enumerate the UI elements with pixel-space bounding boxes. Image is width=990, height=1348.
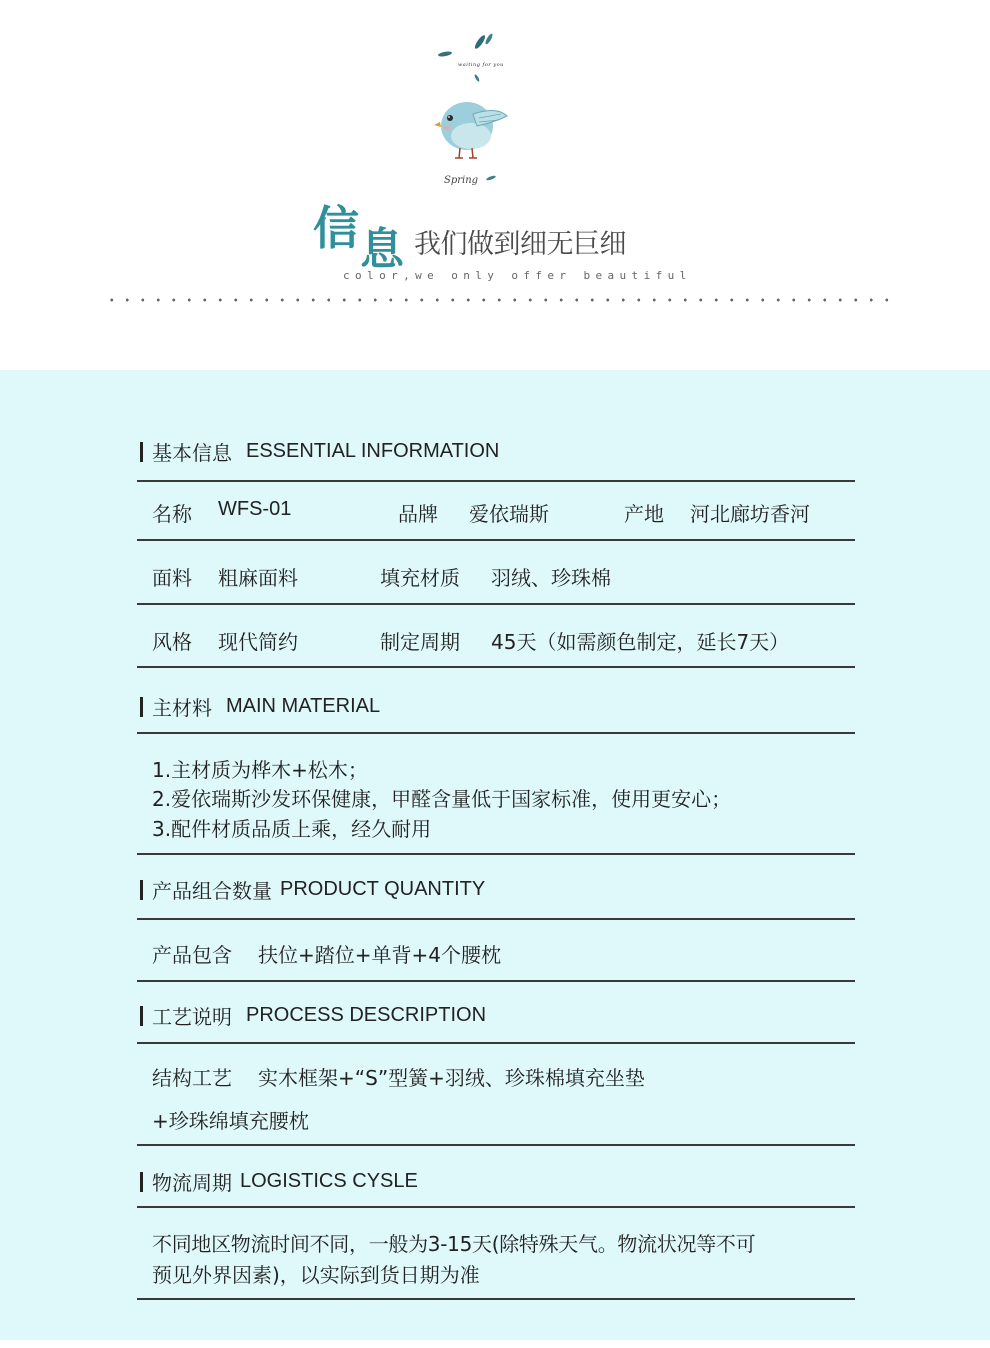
heading-en: LOGISTICS CYSLE [240, 1170, 418, 1192]
heading-en: ESSENTIAL INFORMATION [246, 440, 500, 462]
bird-illustration [425, 28, 515, 198]
section-heading-material [140, 692, 380, 721]
logistics-line-1: 不同地区物流时间不同，一般为3-15天(除特殊天气。物流状况等不可 [152, 1232, 756, 1256]
section-heading-quantity [140, 875, 485, 904]
heading-bar [140, 697, 143, 717]
heading-cn: 物流周期 [152, 1171, 232, 1195]
divider [137, 1298, 855, 1300]
divider [137, 480, 855, 482]
brand-label: 品牌 [398, 502, 438, 526]
filling-value: 羽绒、珍珠棉 [491, 566, 611, 590]
origin-label: 产地 [624, 502, 664, 526]
heading-bar [140, 880, 143, 900]
logistics-line-2: 预见外界因素)，以实际到货日期为准 [152, 1263, 480, 1287]
bird-icon [434, 102, 507, 158]
brand-value: 爱依瑞斯 [469, 502, 549, 526]
quantity-label: 产品包含 [152, 943, 232, 967]
heading-en: MAIN MATERIAL [226, 695, 381, 717]
divider [137, 853, 855, 855]
page-title-char-1: 信 [313, 201, 359, 255]
material-line: 3.配件材质品质上乘，经久耐用 [152, 817, 432, 841]
section-heading-logistics [140, 1167, 418, 1196]
divider [137, 980, 855, 982]
divider [137, 1042, 855, 1044]
heading-bar [140, 442, 143, 462]
quantity-value: 扶位+踏位+单背+4个腰枕 [258, 943, 501, 967]
divider [137, 1144, 855, 1146]
fabric-value: 粗麻面料 [218, 566, 298, 590]
material-line: 2.爱依瑞斯沙发环保健康，甲醛含量低于国家标准，使用更安心； [152, 787, 732, 811]
page-header [0, 0, 990, 370]
page-subtitle: 我们做到细无巨细 [414, 229, 626, 260]
divider [137, 603, 855, 605]
heading-bar [140, 1006, 143, 1026]
heading-cn: 工艺说明 [152, 1005, 232, 1029]
heading-en: PRODUCT QUANTITY [280, 878, 486, 900]
origin-value: 河北廊坊香河 [690, 502, 810, 526]
page-title-char-2: 息 [360, 224, 404, 275]
heading-cn: 主材料 [152, 696, 212, 720]
period-value: 45天（如需颜色制定，延长7天） [491, 630, 790, 654]
name-value: WFS-01 [218, 498, 292, 520]
style-value: 现代简约 [218, 630, 298, 654]
bird-tagline: waiting for you [458, 62, 504, 68]
dotted-divider [104, 298, 890, 302]
heading-cn: 产品组合数量 [152, 879, 272, 903]
divider [137, 732, 855, 734]
heading-cn: 基本信息 [152, 441, 232, 465]
fabric-label: 面料 [152, 566, 192, 590]
divider [137, 1206, 855, 1208]
process-line-2: +珍珠绵填充腰枕 [152, 1109, 309, 1133]
divider [137, 666, 855, 668]
process-line-1: 实木框架+“S”型簧+羽绒、珍珠棉填充坐垫 [258, 1066, 645, 1090]
material-line: 1.主材质为桦木+松木； [152, 758, 368, 782]
divider [137, 918, 855, 920]
filling-label: 填充材质 [380, 566, 460, 590]
name-label: 名称 [152, 502, 192, 526]
period-label: 制定周期 [380, 630, 460, 654]
style-label: 风格 [152, 630, 192, 654]
spring-caption: Spring [444, 175, 479, 186]
heading-bar [140, 1172, 143, 1192]
page-subtitle-en: color,we only offer beautiful [343, 269, 692, 282]
process-label: 结构工艺 [152, 1066, 232, 1090]
heading-en: PROCESS DESCRIPTION [246, 1004, 487, 1026]
section-heading-process [140, 1001, 486, 1030]
section-heading-essential [140, 437, 499, 466]
divider [137, 539, 855, 541]
